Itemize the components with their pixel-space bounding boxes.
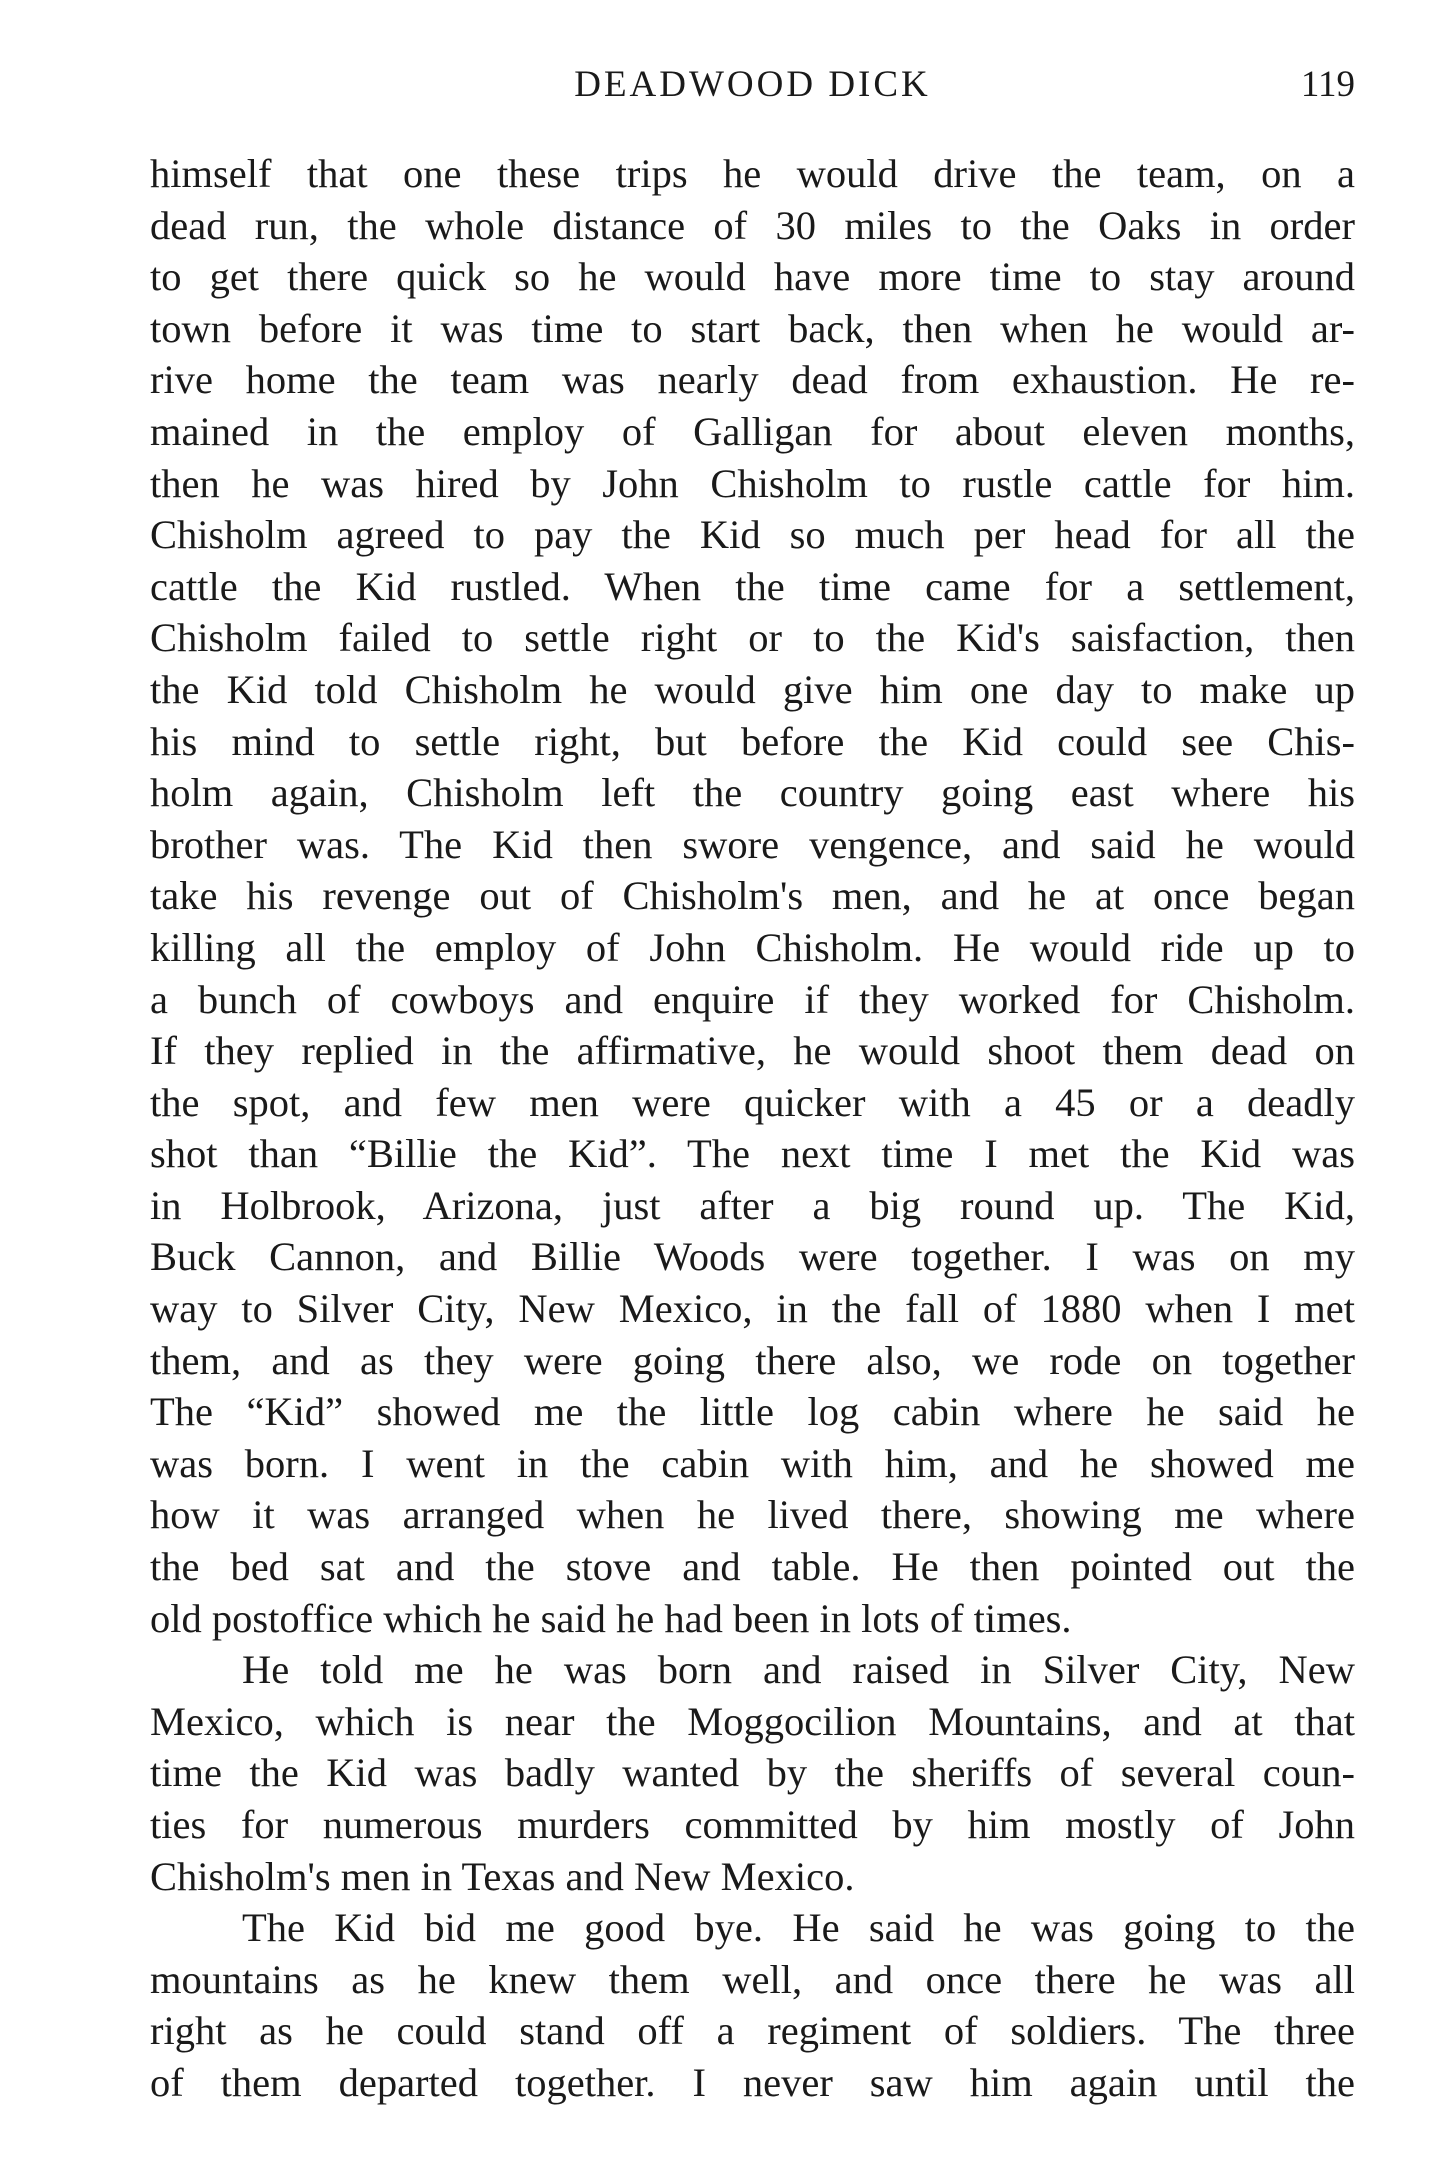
paragraph: [150, 1644, 1355, 1902]
text-line: mained in the employ of Galligan for about eleven months,: [150, 408, 1355, 454]
text-line: the Kid told Chisholm he would give him one day to make up: [150, 666, 1355, 712]
text-line: holm again, Chisholm left the country going east where his: [150, 770, 1355, 816]
book-page: [150, 0, 1355, 2171]
text-line: Mexico, which is near the Moggocilion Mountains, and at that: [150, 1698, 1355, 1744]
text-line: time the Kid was badly wanted by the sheriffs of several coun-: [150, 1750, 1355, 1796]
text-line: the bed sat and the stove and table. He then pointed out the: [150, 1544, 1355, 1590]
text-line: town before it was time to start back, then when he would ar-: [150, 305, 1355, 351]
text-line: shot than “Billie the Kid”. The next time I met the Kid was: [150, 1131, 1355, 1177]
body-text: [150, 148, 1355, 2109]
text-line: The Kid bid me good bye. He said he was going to the: [242, 1905, 1355, 1951]
text-line: them, and as they were going there also, we rode on together: [150, 1337, 1355, 1383]
text-line: in Holbrook, Arizona, just after a big round up. The Kid,: [150, 1182, 1355, 1228]
text-line: how it was arranged when he lived there, showing me where: [150, 1492, 1355, 1538]
page-number: 119: [1300, 64, 1355, 105]
text-line: to get there quick so he would have more time to stay around: [150, 254, 1355, 300]
text-line: way to Silver City, New Mexico, in the fall of 1880 when I met: [150, 1286, 1355, 1332]
text-line: the spot, and few men were quicker with a 45 or a deadly: [150, 1079, 1355, 1125]
paragraph: [150, 148, 1355, 1644]
text-line: Chisholm's men in Texas and New Mexico.: [150, 1853, 855, 1899]
running-head: [150, 60, 1355, 110]
text-line: The “Kid” showed me the little log cabin where he said he: [150, 1389, 1355, 1435]
text-line: old postoffice which he said he had been in lots of times.: [150, 1595, 1072, 1641]
text-line: Chisholm failed to settle right or to the Kid's saisfaction, then: [150, 615, 1355, 661]
text-line: rive home the team was nearly dead from exhaustion. He re-: [150, 357, 1355, 403]
text-line: of them departed together. I never saw him again until the: [150, 2059, 1355, 2105]
text-line: dead run, the whole distance of 30 miles to the Oaks in order: [150, 202, 1355, 248]
text-line: take his revenge out of Chisholm's men, and he at once began: [150, 873, 1355, 919]
running-title: DEADWOOD DICK: [574, 64, 931, 105]
text-line: He told me he was born and raised in Silver City, New: [242, 1647, 1355, 1693]
text-line: then he was hired by John Chisholm to rustle cattle for him.: [150, 460, 1355, 506]
text-line: cattle the Kid rustled. When the time came for a settlement,: [150, 563, 1355, 609]
text-line: Buck Cannon, and Billie Woods were together. I was on my: [150, 1234, 1355, 1280]
text-line: ties for numerous murders committed by him mostly of John: [150, 1802, 1355, 1847]
text-line: right as he could stand off a regiment of soldiers. The three: [150, 2008, 1355, 2054]
text-line: brother was. The Kid then swore vengence, and said he would: [150, 821, 1355, 867]
text-line: his mind to settle right, but before the Kid could see Chis-: [150, 718, 1355, 764]
text-line: mountains as he knew them well, and once there he was all: [150, 1956, 1355, 2002]
paragraph: [150, 1902, 1355, 2108]
text-line: Chisholm agreed to pay the Kid so much per head for all the: [150, 512, 1355, 558]
text-line: killing all the employ of John Chisholm. He would ride up to: [150, 924, 1355, 970]
text-line: himself that one these trips he would drive the team, on a: [150, 151, 1355, 196]
text-line: a bunch of cowboys and enquire if they worked for Chisholm.: [150, 976, 1355, 1022]
text-line: If they replied in the affirmative, he would shoot them dead on: [150, 1028, 1355, 1074]
text-line: was born. I went in the cabin with him, and he showed me: [150, 1440, 1355, 1486]
